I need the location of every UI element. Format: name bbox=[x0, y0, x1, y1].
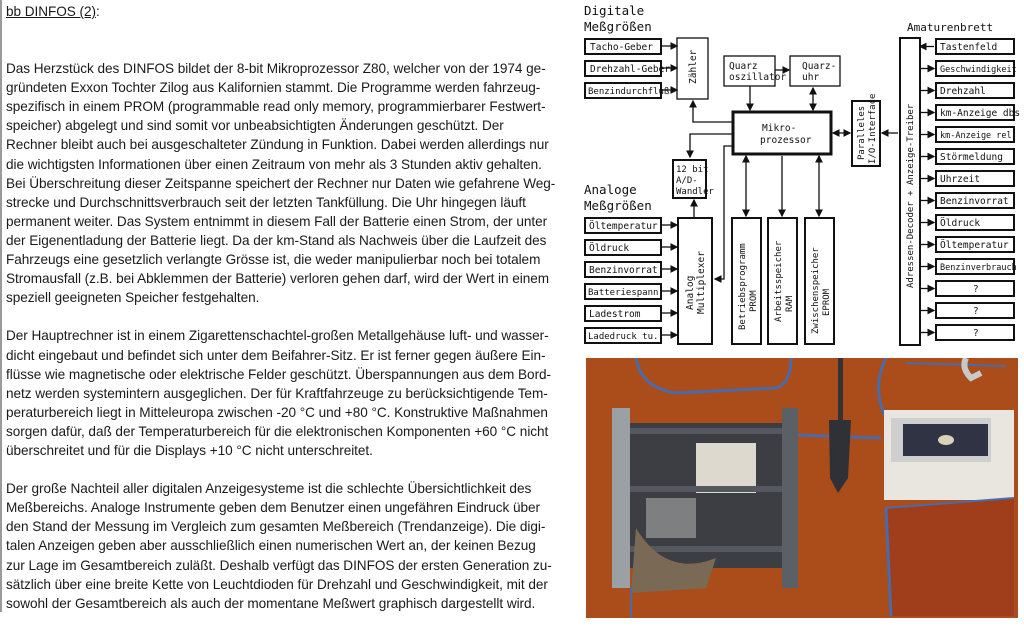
dashboard-output-label: ? bbox=[973, 306, 979, 317]
dashboard-output-label: km-Anzeige dbs bbox=[940, 108, 1021, 119]
counter-label: Zähler bbox=[688, 49, 699, 84]
input-oeldruck: Öldruck bbox=[589, 243, 630, 254]
input-drehzahl: Drehzahl-Geber bbox=[590, 64, 671, 75]
block-diagram bbox=[580, 0, 1024, 350]
digital-heading-1: Digitale bbox=[584, 3, 645, 18]
quartz-osc-2: oszillator bbox=[729, 72, 787, 83]
photo-installation bbox=[586, 358, 1018, 618]
paragraph-3: Der große Nachteil aller digitalen Anzeigesysteme ist die schlechte Übersichtlichkeit des Meßbereichs. Analoge Instrumente geben dem Benutzer einen ungefähren Eindruck über den Stand der Messung im Vergleich zum gesamten Meßbereich (Trendanzeige). Die digi- talen Anzeigen geben aber ausschließlich einen numerischen Wert an, der keinen Bezug zur Lage im Gesamtbereich zuläßt. Deshalb verfügt das DINFOS der ersten Generation zu- sätzlich über eine breite Kette von Leuchtdioden für Drehzahl und Geschwindigkeit, mit der sowohl der Gesamtbereich als auch der momentane Meßwert graphisch dargestellt wird. bbox=[6, 481, 552, 611]
dashboard-output-label: Geschwindigkeit bbox=[940, 65, 1017, 75]
left-border bbox=[0, 0, 2, 612]
mux-2: Multiplexer bbox=[696, 251, 707, 314]
paragraph-2: Der Hauptrechner ist in einem Zigarettenschachtel-großen Metallgehäuse luft- und wasser- dicht eingebaut und befindet sich unter dem Beifahrer-Sitz. Er ist ferner gegen äußere Ein- flüsse wie magnetische oder elektrische Felder geschützt. Überspannungen aus dem Bord- netz werden systemintern ausgeglichen. Der für Kraftfahrzeuge zu berücksichtigende Tem- peraturbereich liegt in Mitteleuropa zwischen -20 °C und +80 °C. Konstruktive Maßnahmen sorgen dafür, daß der Temperaturbereich für die elektronischen Komponenten +60 °C nicht überschreitet und für die Displays +10 °C nicht unterschreitet. bbox=[6, 328, 552, 458]
analog-heading-1: Analoge bbox=[584, 182, 637, 197]
dashboard-output-label: Tastenfeld bbox=[940, 42, 998, 53]
input-benzinvorrat: Benzinvorrat bbox=[589, 265, 658, 276]
prom-1: Betriebsprogramm bbox=[738, 243, 748, 330]
io-1: Paralleles bbox=[857, 105, 867, 160]
adc-1: 12 bit bbox=[676, 165, 709, 175]
dashboard-heading: Amaturenbrett bbox=[907, 21, 994, 34]
seat-rail-left bbox=[612, 408, 630, 588]
dashboard-output-label: ? bbox=[973, 284, 979, 295]
digital-heading-2: Meßgrößen bbox=[584, 19, 652, 34]
dashboard-output-label: Öldruck bbox=[940, 218, 981, 229]
ram-1: Arbeitsspeicher bbox=[774, 240, 784, 322]
input-ladedruck: Ladedruck tu. bbox=[588, 332, 659, 342]
input-tacho: Tacho-Geber bbox=[590, 42, 653, 53]
driver-label: Adressen-Decoder + Anzeige-Treiber bbox=[906, 103, 916, 288]
io-2: I/O-Interface bbox=[868, 93, 878, 164]
input-benzin: Benzindurchfluß bbox=[588, 87, 670, 97]
input-ladestrom: Ladestrom bbox=[589, 309, 641, 320]
analog-heading-2: Meßgrößen bbox=[584, 198, 652, 213]
eprom-2: EPROM bbox=[822, 288, 832, 316]
article-text bbox=[6, 2, 578, 632]
prom-2: PROM bbox=[749, 290, 759, 312]
cpu-1: Mikro- bbox=[762, 123, 797, 134]
dashboard-output-label: Benzinvorrat bbox=[940, 196, 1009, 207]
quartz-clock-2: uhr bbox=[802, 72, 820, 83]
dashboard-output-label: ? bbox=[973, 328, 979, 339]
paragraph-1: Das Herzstück des DINFOS bildet der 8-bit Mikroprozessor Z80, welcher von der 1974 ge- gründeten Exxon Tochter Zilog aus Kalifornien stammt. Die Programme werden fahrzeug- spezifisch in einem PROM (programmable read only memory, programmierbarer Festwert- speicher) abgelegt und sind somit vor unbeabsichtigten Änderungen geschützt. Der Rechner bleibt auch bei ausgeschalteter Zündung in Funktion. Dabei werden allerdings nur die wichtigsten Informationen über einen Zeitraum von mehr als 3 Stunden aktiv gehalten. Bei Überschreitung dieser Zeitspanne speichert der Rechner nur Daten wie gefahrene Weg- strecke und Durchschnittsverbrauch seit der letzten Tankfüllung. Die Uhr hingegen läuft permanent weiter. Das System entnimmt in diesem Fall der Batterie einen Strom, der unter der Eigenentladung der Batterie liegt. Da der km-Stand als Nachweis über die Laufzeit des Fahrzeugs eine gesetzlich verlangte Grösse ist, die weder manipulierbar noch bei totalem Stromausfall (z.B. bei Abklemmen der Batterie) verloren gehen darf, wird der Wert in einem speziell geeigneten Speicher festgehalten. bbox=[6, 61, 556, 306]
adc-2: A/D- bbox=[676, 176, 698, 186]
dashboard-output-label: Drehzahl bbox=[940, 86, 986, 97]
dashboard-output-label: Uhrzeit bbox=[940, 174, 981, 185]
cpu-2: prozessor bbox=[760, 135, 812, 146]
mux-1: Analog bbox=[685, 275, 696, 310]
dashboard-output-label: Benzinverbrauch bbox=[940, 263, 1017, 273]
dashboard-output-label: km-Anzeige rel. bbox=[940, 131, 1017, 141]
seat-rail-right bbox=[782, 408, 798, 588]
quartz-osc-1: Quarz bbox=[729, 61, 758, 72]
quartz-clock-1: Quarz- bbox=[802, 61, 837, 72]
input-batterie: Batteriespann. bbox=[588, 288, 664, 298]
title-colon: : bbox=[96, 4, 100, 19]
article-title: bb DINFOS (2) bbox=[6, 4, 96, 19]
dashboard-output-label: Öltemperatur bbox=[940, 240, 1009, 251]
dashboard-output-label: Störmeldung bbox=[940, 152, 1003, 163]
ram-2: RAM bbox=[785, 295, 795, 312]
eprom-1: Zwischenspeicher bbox=[811, 247, 821, 334]
adc-3: Wandler bbox=[676, 187, 714, 197]
input-oeltemp: Öltemperatur bbox=[589, 221, 658, 232]
